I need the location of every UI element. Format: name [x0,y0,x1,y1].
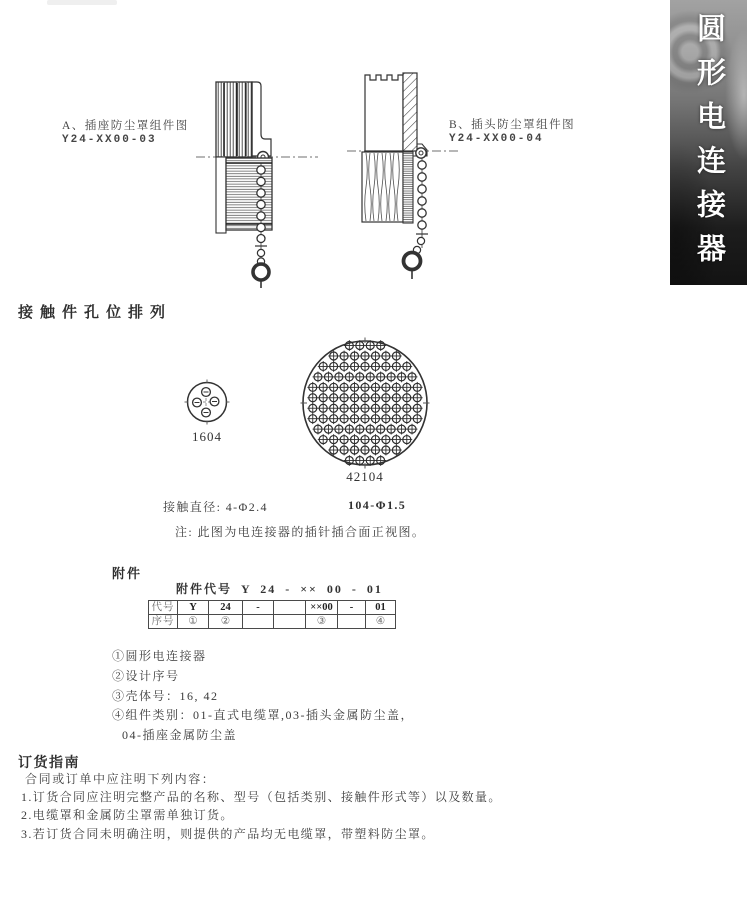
cell: - [338,601,366,615]
scan-artifact [47,0,117,5]
cell: ③ [306,615,338,629]
figure-b-caption [449,119,575,146]
row2-header: 序号 [149,615,178,629]
table-row-seq [149,615,396,629]
insert-label-42104: 42104 [346,469,384,484]
accessory-notes [112,647,414,746]
cell: 01 [366,601,396,615]
cell: Y [178,601,209,615]
figure-a-caption [62,120,189,147]
insert-label-1604: 1604 [192,429,222,444]
series-banner-title: 圆形电连接器 [693,13,725,277]
cell [338,615,366,629]
ordering-item: 2.电缆罩和金属防尘罩需单独订货。 [21,808,234,823]
accessory-code-table [148,600,396,629]
cell [274,615,306,629]
ordering-item: 3.若订货合同未明确注明，则提供的产品均无电缆罩，带塑料防尘罩。 [21,826,435,841]
cell [274,601,306,615]
figure-b-code: Y24-XX00-04 [449,132,544,145]
ordering-intro: 合同或订单中应注明下列内容： [25,772,216,786]
cell: - [243,601,274,615]
cell: ××00 [306,601,338,615]
note-line-continuation: 04-插座金属防尘盖 [122,728,237,743]
table-row-code [149,601,396,615]
note-line: ②设计序号 [112,668,180,683]
cell: 24 [209,601,243,615]
accessory-code-line: 附件代号 Y 24 - ×× 00 - 01 [176,582,383,596]
accessory-title: 附件 [112,566,143,581]
row1-header: 代号 [149,601,178,615]
note-line: ③壳体号：16, 42 [112,688,219,703]
cell: ④ [366,615,396,629]
socket-dust-cap-drawing [193,66,321,291]
series-banner [670,0,747,285]
figure-a-label: A、插座防尘罩组件图 [62,120,189,132]
figure-b-label: B、插头防尘罩组件图 [449,119,576,131]
note-line: ①圆形电连接器 [112,649,207,663]
insert-face-42104 [300,337,430,469]
ordering-guide-title: 订货指南 [18,756,80,771]
contact-diameter-right: 104-Φ1.5 [348,498,407,512]
insert-face-1604 [184,379,230,425]
cell: ① [178,615,209,629]
insert-face-note: 注: 此图为电连接器的插针插合面正视图。 [175,525,426,539]
contact-arrangement-title: 接触件孔位排列 [18,305,173,321]
note-line: ④组件类别：01-直式电缆罩,03-插头金属防尘盖， [112,708,414,723]
plug-dust-cap-drawing [343,58,475,288]
ordering-items [21,788,502,843]
contact-diameter-left: 接触直径: 4-Φ2.4 [163,500,268,514]
cell: ② [209,615,243,629]
ordering-item: 1.订货合同应注明完整产品的名称、型号（包括类别、接触件形式等）以及数量。 [21,790,502,804]
cell [243,615,274,629]
figure-a-code: Y24-XX00-03 [62,133,157,146]
